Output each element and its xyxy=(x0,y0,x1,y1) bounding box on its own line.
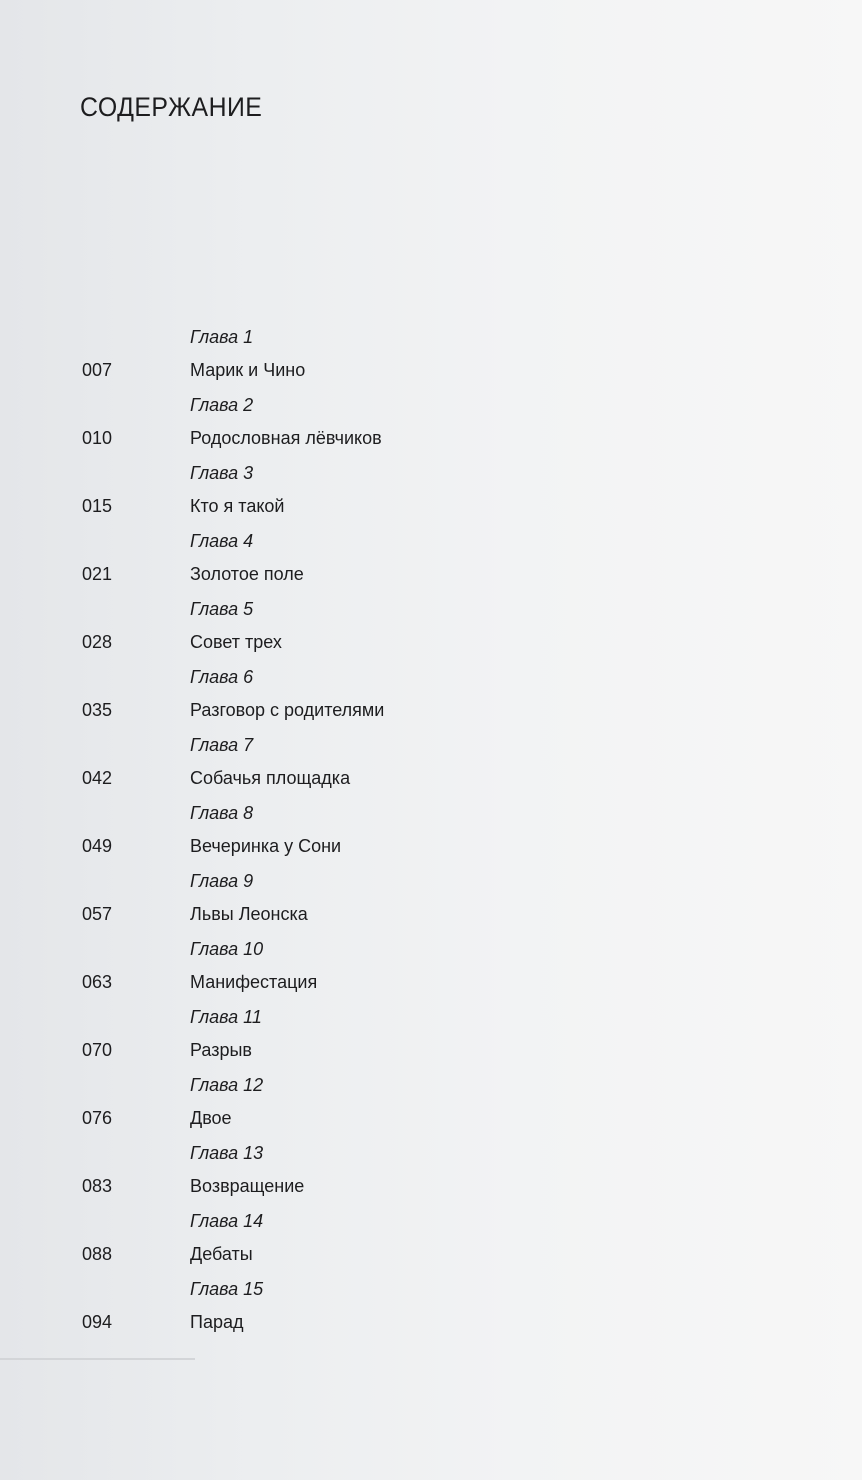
page-number: 021 xyxy=(82,564,113,584)
page-edge-line xyxy=(0,1358,195,1360)
chapter-title: Вечеринка у Сони xyxy=(190,836,342,856)
chapter-title: Манифестация xyxy=(190,972,318,992)
toc-entry xyxy=(0,326,862,394)
toc-entry xyxy=(0,598,862,666)
toc-entry xyxy=(0,938,862,1006)
toc-entry xyxy=(0,394,862,462)
chapter-label: Глава 6 xyxy=(190,667,254,687)
toc-entry xyxy=(0,666,862,734)
chapter-label: Глава 12 xyxy=(190,1075,264,1095)
chapter-title: Возвращение xyxy=(190,1176,305,1196)
page-number: 010 xyxy=(82,428,113,448)
chapter-title: Разговор с родителями xyxy=(190,700,385,720)
chapter-label: Глава 8 xyxy=(190,803,254,823)
chapter-label: Глава 3 xyxy=(190,463,254,483)
page-number: 076 xyxy=(82,1108,113,1128)
page-title: СОДЕРЖАНИЕ xyxy=(80,92,263,122)
toc-entry xyxy=(0,530,862,598)
toc-entry xyxy=(0,802,862,870)
page-number: 057 xyxy=(82,904,113,924)
toc-entry xyxy=(0,1142,862,1210)
chapter-title: Марик и Чино xyxy=(190,360,306,380)
chapter-title: Дебаты xyxy=(190,1244,253,1264)
chapter-label: Глава 7 xyxy=(190,735,254,755)
chapter-title: Львы Леонска xyxy=(190,904,308,924)
toc-entry xyxy=(0,1210,862,1278)
chapter-label: Глава 4 xyxy=(190,531,254,551)
toc-entry xyxy=(0,870,862,938)
chapter-label: Глава 9 xyxy=(190,871,254,891)
page-number: 028 xyxy=(82,632,113,652)
page-number: 070 xyxy=(82,1040,113,1060)
page-number: 083 xyxy=(82,1176,113,1196)
chapter-title: Парад xyxy=(190,1312,244,1332)
page-number: 088 xyxy=(82,1244,113,1264)
page-number: 035 xyxy=(82,700,113,720)
chapter-label: Глава 5 xyxy=(190,599,254,619)
toc-entry xyxy=(0,1278,862,1346)
chapter-label: Глава 10 xyxy=(190,939,264,959)
chapter-label: Глава 15 xyxy=(190,1279,264,1299)
chapter-title: Золотое поле xyxy=(190,564,304,584)
toc-entry xyxy=(0,1006,862,1074)
chapter-label: Глава 2 xyxy=(190,395,254,415)
toc-entry xyxy=(0,734,862,802)
page-number: 063 xyxy=(82,972,113,992)
page-number: 049 xyxy=(82,836,113,856)
toc-entry xyxy=(0,462,862,530)
chapter-label: Глава 1 xyxy=(190,327,254,347)
chapter-title: Собачья площадка xyxy=(190,768,351,788)
page-number: 015 xyxy=(82,496,113,516)
chapter-title: Разрыв xyxy=(190,1040,252,1060)
table-of-contents xyxy=(0,326,862,1346)
page-number: 094 xyxy=(82,1312,113,1332)
chapter-label: Глава 14 xyxy=(190,1211,264,1231)
page-number: 042 xyxy=(82,768,113,788)
chapter-title: Двое xyxy=(190,1108,232,1128)
chapter-title: Родословная лёвчиков xyxy=(190,428,382,448)
chapter-title: Кто я такой xyxy=(190,496,285,516)
toc-entry xyxy=(0,1074,862,1142)
chapter-label: Глава 11 xyxy=(190,1007,262,1027)
chapter-title: Совет трех xyxy=(190,632,282,652)
page-number: 007 xyxy=(82,360,113,380)
chapter-label: Глава 13 xyxy=(190,1143,264,1163)
